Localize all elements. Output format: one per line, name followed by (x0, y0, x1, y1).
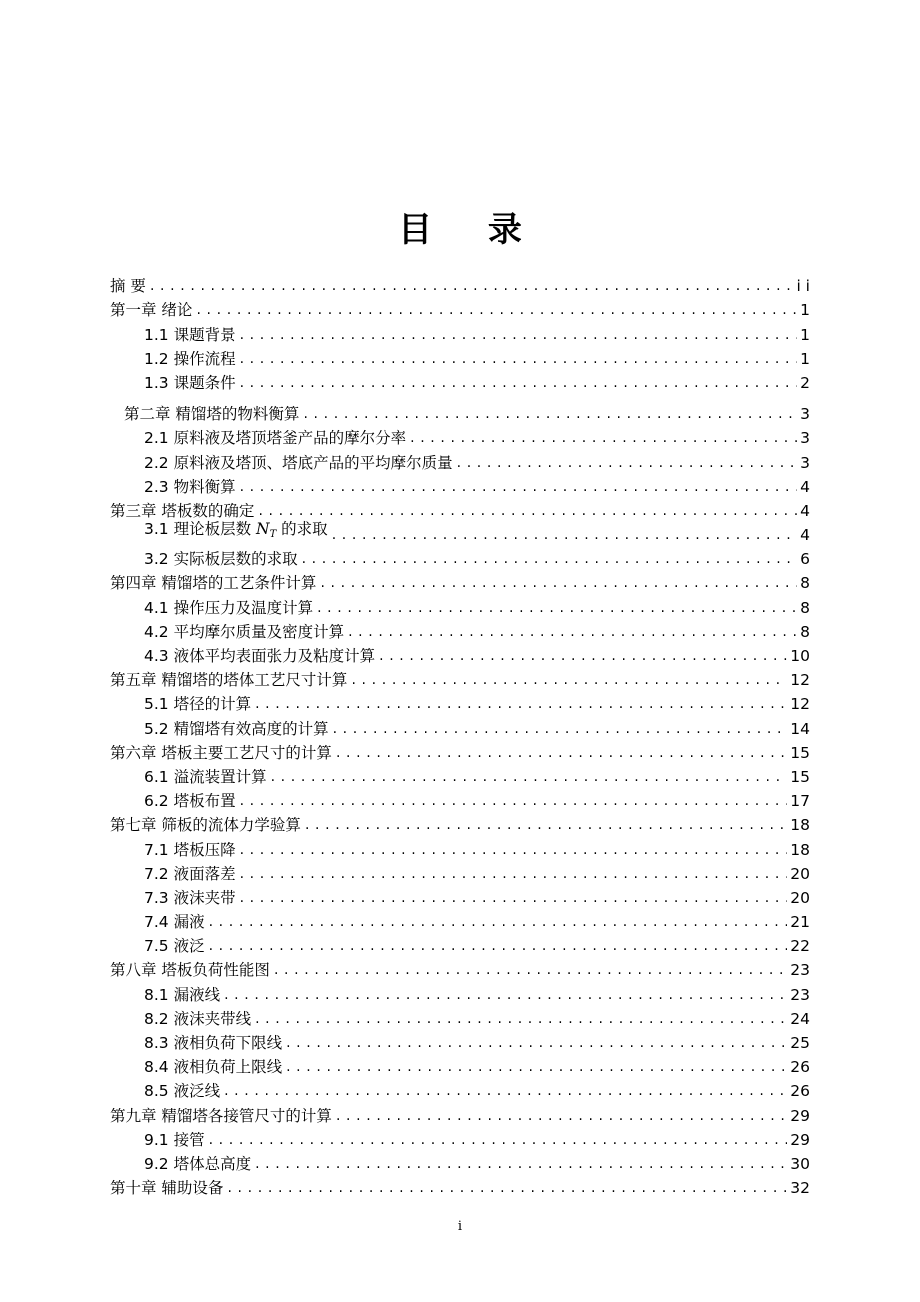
toc-dot-leader (224, 1081, 787, 1101)
toc-entry-section[interactable] (110, 980, 810, 1004)
toc-entry-label: 7.4 漏液 (144, 913, 205, 932)
toc-entry-section[interactable] (110, 473, 810, 497)
toc-dot-leader (379, 646, 787, 666)
toc-dot-leader (150, 276, 794, 296)
toc-entry-label: 第七章 筛板的流体力学验算 (110, 816, 301, 835)
toc-entry-section[interactable] (110, 369, 810, 393)
toc-entry-section[interactable] (110, 1150, 810, 1174)
toc-entry-section[interactable] (110, 1053, 810, 1077)
toc-entry-section[interactable] (110, 908, 810, 932)
toc-dot-leader (336, 743, 787, 763)
toc-entry-label: 7.2 液面落差 (144, 864, 236, 883)
toc-entry-page-number: 23 (790, 985, 810, 1004)
toc-entry-page-number: 25 (790, 1034, 810, 1052)
toc-entry-section[interactable] (110, 545, 810, 569)
toc-entry-label: 3.2 实际板层数的求取 (144, 550, 298, 569)
toc-title: 目 录 (398, 210, 544, 250)
toc-dot-leader (240, 864, 788, 884)
toc-dot-leader (320, 573, 797, 593)
toc-entry-label: 8.3 液相负荷下限线 (144, 1034, 283, 1052)
toc-entry-section[interactable] (110, 884, 810, 908)
toc-entry-section[interactable] (110, 345, 810, 369)
toc-entry-page-number: 21 (790, 913, 810, 932)
toc-entry-label: 第五章 精馏塔的塔体工艺尺寸计算 (110, 671, 348, 690)
toc-dot-leader (240, 791, 788, 811)
toc-entry-page-number: 20 (790, 864, 810, 883)
toc-entry-label: 5.2 精馏塔有效高度的计算 (144, 719, 329, 738)
toc-entry-label: 5.1 塔径的计算 (144, 695, 252, 714)
toc-dot-leader (410, 428, 797, 448)
toc-entry-label: 4.3 液体平均表面张力及粘度计算 (144, 647, 376, 665)
toc-entry-page-number: 29 (790, 1130, 810, 1149)
toc-dot-leader (240, 477, 798, 497)
toc-dot-leader (274, 960, 787, 980)
toc-entry-page-number: 15 (790, 767, 810, 786)
toc-entry-label: 8.1 漏液线 (144, 985, 221, 1004)
toc-dot-leader (240, 840, 788, 860)
toc-entry-label: 7.1 塔板压降 (144, 840, 236, 859)
toc-entry-label: 8.2 液沫夹带线 (144, 1009, 252, 1028)
toc-entry-section[interactable] (110, 424, 810, 448)
toc-entry-chapter[interactable] (110, 1174, 810, 1198)
toc-entry-page-number: 1 (800, 349, 810, 368)
toc-dot-leader (457, 453, 798, 473)
toc-entry-section[interactable] (110, 932, 810, 956)
toc-entry-page-number: 4 (800, 526, 810, 545)
toc-entry-page-number: 23 (790, 961, 810, 980)
toc-entry-section[interactable] (110, 320, 810, 344)
toc-entry-label: 6.1 溢流装置计算 (144, 767, 267, 786)
toc-dot-leader (240, 349, 798, 369)
toc-entry-page-number: 26 (790, 1058, 810, 1077)
toc-entry-label: 4.1 操作压力及温度计算 (144, 598, 314, 617)
toc-entry-label: 第六章 塔板主要工艺尺寸的计算 (110, 743, 332, 762)
toc-entry-page-number: 17 (790, 792, 810, 811)
toc-entry-page-number: 8 (800, 622, 810, 641)
toc-entry-page-number: 18 (790, 816, 810, 835)
toc-entry-label (144, 519, 332, 545)
toc-dot-leader (240, 373, 798, 393)
toc-entry-label: 9.2 塔体总高度 (144, 1154, 252, 1173)
toc-entry-page-number: 4 (800, 477, 810, 496)
toc-entry-label: 9.1 接管 (144, 1130, 205, 1149)
toc-entry-label: 8.4 液相负荷上限线 (144, 1058, 283, 1077)
toc-entry-page-number: 30 (790, 1154, 810, 1173)
toc-entry-label: 1.3 课题条件 (144, 373, 236, 392)
toc-dot-leader (336, 1106, 787, 1126)
toc-entry-section[interactable] (110, 1005, 810, 1029)
toc-dot-leader (286, 1057, 787, 1077)
toc-entry-chapter[interactable] (110, 497, 810, 521)
toc-entry-label-text: 的求取 (276, 520, 328, 539)
toc-entry-section[interactable] (110, 1126, 810, 1150)
toc-dot-leader (351, 670, 787, 690)
toc-entry-section[interactable] (110, 714, 810, 738)
toc-entry-page-number: 20 (790, 888, 810, 907)
toc-entry-page-number: 12 (790, 671, 810, 690)
toc-entry-section[interactable] (110, 763, 810, 787)
toc-entry-page-number: 1 (800, 301, 810, 320)
toc-entry-label: 第三章 塔板数的确定 (110, 501, 255, 520)
toc-entry-page-number: 4 (800, 501, 810, 520)
toc-entry-section[interactable] (110, 860, 810, 884)
toc-entry-page-number: 6 (800, 550, 810, 569)
toc-entry-page-number: 32 (790, 1179, 810, 1198)
page-number: i (457, 1219, 463, 1234)
toc-entry-chapter[interactable] (110, 272, 810, 296)
toc-dot-leader (240, 888, 788, 908)
toc-entry-chapter[interactable] (110, 739, 810, 763)
toc-dot-leader (305, 815, 787, 835)
toc-entry-section[interactable] (110, 593, 810, 617)
toc-entry-section[interactable] (110, 521, 810, 545)
toc-entry-chapter[interactable] (110, 811, 810, 835)
toc-dot-leader (255, 1154, 787, 1174)
toc-entry-chapter[interactable] (110, 400, 810, 424)
toc-entry-page-number: 10 (790, 647, 810, 665)
toc-entry-section[interactable] (110, 618, 810, 642)
toc-dot-leader (303, 404, 797, 424)
toc-dot-leader (255, 694, 787, 714)
toc-entry-section[interactable] (110, 787, 810, 811)
toc-entry-section[interactable] (110, 642, 810, 666)
toc-entry-page-number: 1 (800, 325, 810, 344)
toc-entry-chapter[interactable] (110, 956, 810, 980)
toc-entry-label: 2.1 原料液及塔顶塔釜产品的摩尔分率 (144, 429, 407, 448)
toc-entry-label: 6.2 塔板布置 (144, 792, 236, 811)
toc-entry-section[interactable] (110, 690, 810, 714)
toc-entry-section[interactable] (110, 448, 810, 472)
toc-entry-section[interactable] (110, 835, 810, 859)
toc-entry-label: 1.1 课题背景 (144, 325, 236, 344)
toc-entry-label: 第九章 精馏塔各接管尺寸的计算 (110, 1106, 332, 1125)
toc-entry-chapter[interactable] (110, 569, 810, 593)
toc-entry-page-number: 14 (790, 719, 810, 738)
toc-entry-label: 第二章 精馏塔的物料衡算 (124, 405, 300, 424)
toc-dot-leader (271, 767, 788, 787)
toc-entry-page-number: 15 (790, 743, 810, 762)
toc-dot-leader (196, 300, 797, 320)
toc-dot-leader (286, 1033, 787, 1053)
toc-dot-leader (302, 549, 798, 569)
toc-dot-leader (332, 525, 797, 545)
math-subscript: T (269, 529, 277, 541)
toc-entry-page-number: 3 (800, 405, 810, 424)
toc-entry-label: 摘 要 (110, 277, 146, 296)
toc-dot-leader (317, 598, 797, 618)
toc-entry-page-number: i i (796, 277, 810, 296)
toc-entry-label-text: 3.1 理论板层数 (144, 520, 257, 539)
toc-dot-leader (255, 1009, 787, 1029)
toc-dot-leader (258, 501, 797, 521)
toc-dot-leader (209, 936, 788, 956)
toc-dot-leader (224, 985, 787, 1005)
toc-entry-label: 4.2 平均摩尔质量及密度计算 (144, 622, 345, 641)
toc-entry-page-number: 3 (800, 453, 810, 472)
toc-dot-leader (348, 622, 797, 642)
toc-entry-label: 第十章 辅助设备 (110, 1179, 224, 1198)
toc-entry-page-number: 29 (790, 1106, 810, 1125)
toc-entry-chapter[interactable] (110, 666, 810, 690)
toc-entry-page-number: 26 (790, 1082, 810, 1101)
toc-entry-label: 7.5 液泛 (144, 937, 205, 956)
toc-entry-page-number: 22 (790, 937, 810, 956)
toc-entry-page-number: 8 (800, 574, 810, 593)
toc-entry-page-number: 12 (790, 695, 810, 714)
toc-entry-label: 7.3 液沫夹带 (144, 888, 236, 907)
math-symbol: N (256, 520, 270, 539)
toc-entry-page-number: 3 (800, 429, 810, 448)
toc-entry-section[interactable] (110, 1077, 810, 1101)
toc-entry-label: 8.5 液泛线 (144, 1082, 221, 1101)
toc-entry-page-number: 8 (800, 598, 810, 617)
toc-entry-label: 2.3 物料衡算 (144, 477, 236, 496)
toc-entry-chapter[interactable] (110, 1101, 810, 1125)
toc-entry-label: 第四章 精馏塔的工艺条件计算 (110, 574, 317, 593)
toc-entry-page-number: 24 (790, 1009, 810, 1028)
toc-dot-leader (227, 1178, 787, 1198)
toc-dot-leader (240, 325, 798, 345)
toc-entry-label: 第一章 绪论 (110, 301, 193, 320)
toc-list (110, 272, 810, 1198)
toc-entry-page-number: 18 (790, 840, 810, 859)
toc-dot-leader (209, 1130, 788, 1150)
toc-entry-label: 2.2 原料液及塔顶、塔底产品的平均摩尔质量 (144, 453, 453, 472)
toc-entry-section[interactable] (110, 1029, 810, 1053)
toc-dot-leader (209, 912, 788, 932)
toc-entry-label: 第八章 塔板负荷性能图 (110, 961, 270, 980)
toc-entry-label: 1.2 操作流程 (144, 349, 236, 368)
toc-entry-page-number: 2 (800, 373, 810, 392)
toc-entry-chapter[interactable] (110, 296, 810, 320)
toc-dot-leader (333, 719, 788, 739)
